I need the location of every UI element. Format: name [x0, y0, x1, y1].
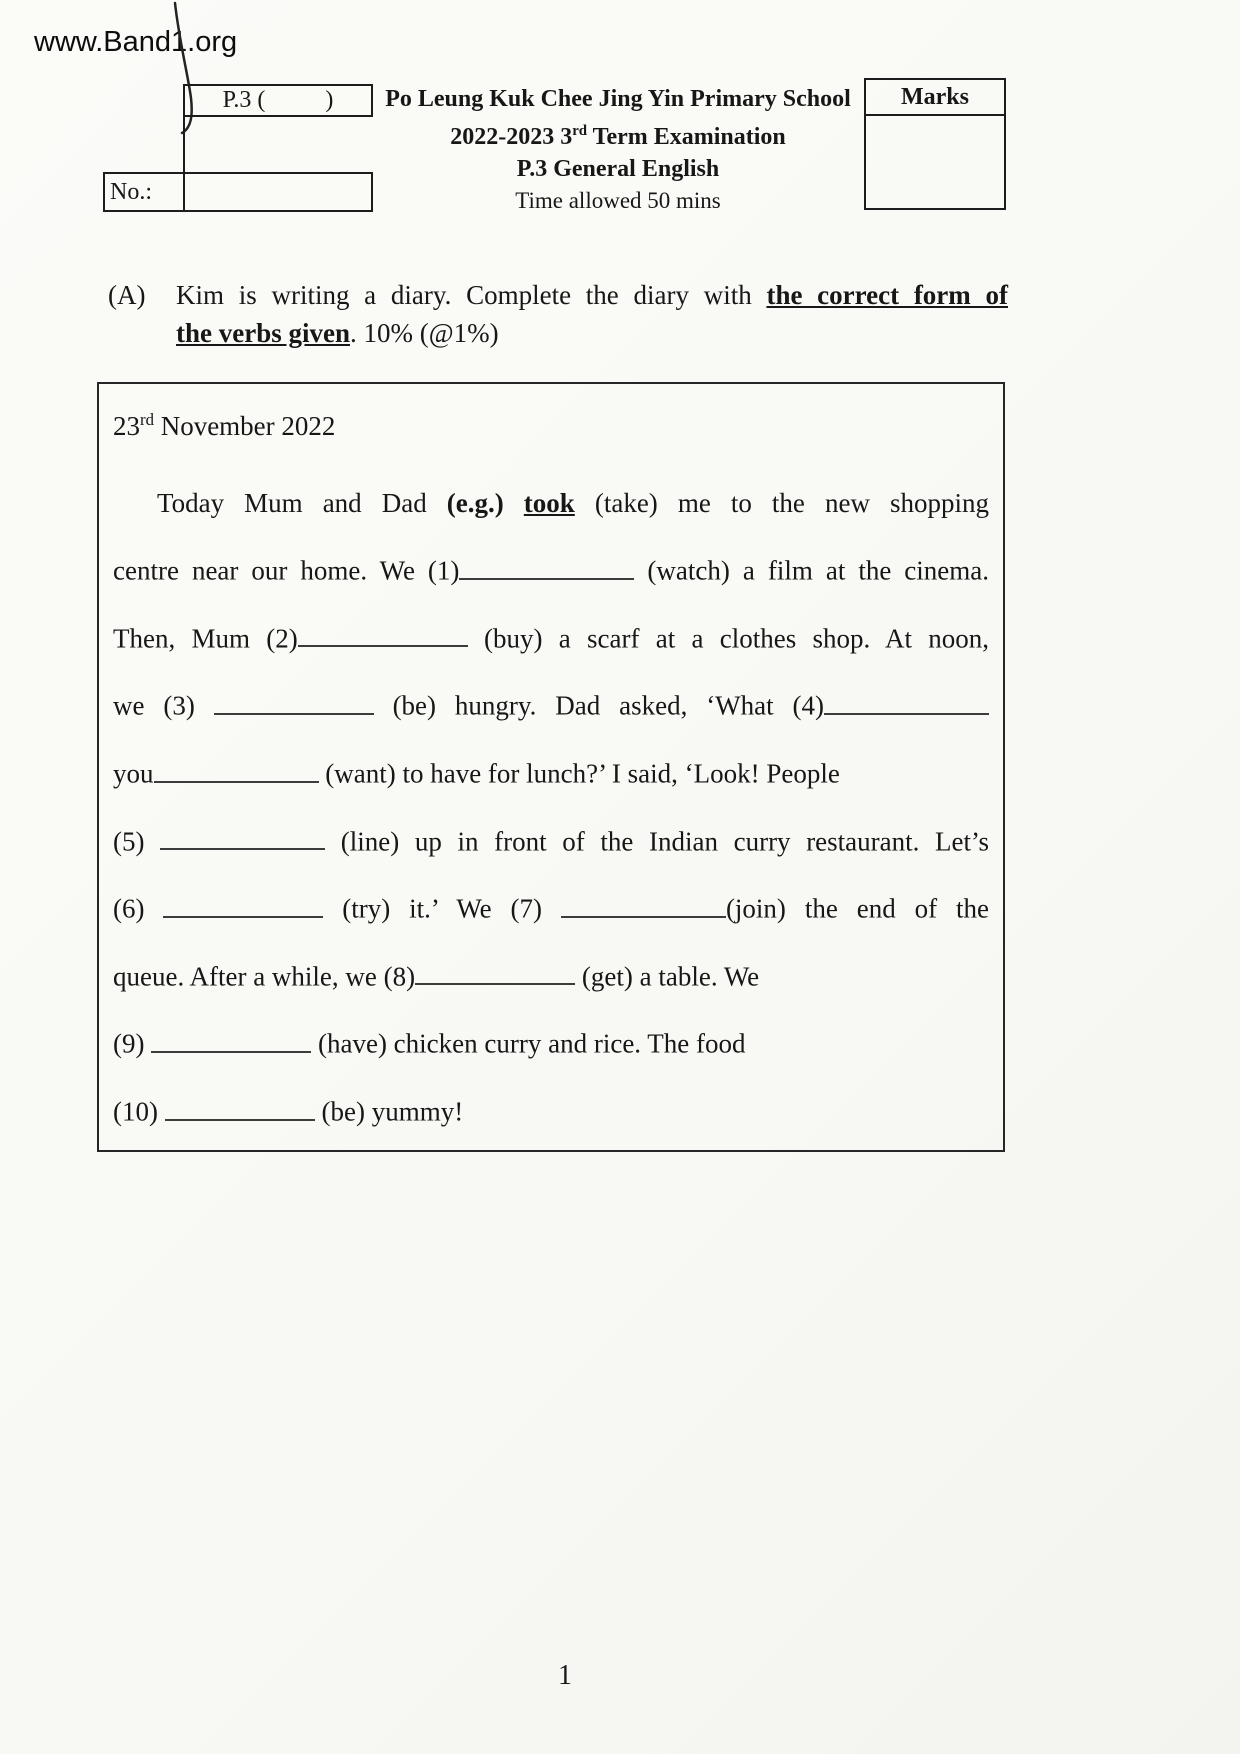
text-segment: took	[523, 488, 575, 518]
text-line	[113, 892, 989, 925]
text-segment: we (3)	[113, 690, 214, 721]
school-name: Po Leung Kuk Chee Jing Yin Primary School	[385, 86, 851, 112]
diary-date-superscript: rd	[140, 410, 154, 429]
exam-header	[372, 84, 864, 217]
section-a-instruction	[176, 276, 1008, 352]
section-a-label: (A)	[108, 280, 146, 310]
text-segment: (10)	[113, 1096, 165, 1127]
text-segment: (get) a table. We	[575, 961, 760, 992]
diary-date	[113, 404, 989, 442]
text-segment: (want) to have for lunch?’ I said, ‘Look! People	[318, 758, 840, 789]
exam-title-suffix: Term Examination	[587, 124, 786, 150]
text-segment: (be) hungry. Dad asked, ‘What (4)	[373, 690, 824, 721]
diary-text	[113, 488, 989, 1128]
diary-box	[97, 382, 1005, 1152]
text-segment: the correct form of	[766, 280, 1009, 310]
answer-blank[interactable]	[415, 960, 575, 986]
text-segment: Today Mum and Dad	[157, 488, 447, 518]
text-line	[113, 622, 989, 655]
answer-blank[interactable]	[154, 757, 319, 783]
section-a	[108, 276, 1008, 352]
answer-blank[interactable]	[824, 689, 989, 715]
text-line	[176, 276, 1008, 314]
table-divider-line	[183, 117, 185, 172]
answer-blank[interactable]	[163, 892, 323, 918]
answer-blank[interactable]	[459, 554, 634, 580]
exam-title-prefix: 2022-2023 3	[450, 124, 573, 150]
text-segment: (5)	[113, 826, 161, 857]
text-segment: (have) chicken curry and rice. The food	[311, 1029, 746, 1060]
text-segment: you	[113, 758, 154, 789]
diary-date-day: 23	[113, 411, 140, 441]
marks-box	[864, 78, 1006, 210]
watermark: www.Band1.org	[34, 26, 238, 58]
text-segment: (e.g.)	[446, 488, 524, 518]
page-number: 1	[558, 1660, 572, 1691]
exam-title-superscript: rd	[572, 123, 588, 139]
text-segment: centre near our home. We (1)	[113, 555, 460, 586]
text-line	[113, 757, 989, 790]
text-segment: . 10% (@1%)	[349, 318, 499, 348]
answer-blank[interactable]	[214, 689, 374, 715]
student-number-row	[103, 172, 373, 212]
answer-blank[interactable]	[160, 825, 325, 851]
text-line	[113, 554, 989, 587]
subject-title: P.3 General English	[516, 156, 720, 182]
no-entry-cell[interactable]	[185, 174, 371, 210]
text-line	[113, 1027, 989, 1060]
text-line	[176, 314, 1008, 352]
text-segment: (9)	[113, 1029, 152, 1060]
text-segment: (6)	[113, 893, 164, 924]
text-segment: (take) me to the new shopping	[574, 488, 989, 518]
exam-title	[372, 115, 864, 153]
text-segment: Then, Mum (2)	[113, 623, 298, 654]
text-segment: (line) up in front of the Indian curry restaurant. Let’s	[325, 826, 990, 857]
answer-blank[interactable]	[298, 622, 468, 648]
answer-blank[interactable]	[561, 892, 726, 918]
text-line	[113, 1095, 989, 1128]
text-line	[113, 825, 989, 858]
answer-blank[interactable]	[151, 1027, 311, 1053]
time-allowed: Time allowed 50 mins	[515, 188, 721, 213]
text-segment: (join) the end of the	[725, 893, 989, 924]
class-number-box[interactable]: P.3 ( )	[183, 84, 373, 117]
text-segment: Kim is writing a diary. Complete the diary with	[176, 280, 767, 310]
text-segment: (buy) a scarf at a clothes shop. At noon,	[467, 623, 990, 654]
text-segment: (be) yummy!	[314, 1096, 464, 1127]
text-segment: queue. After a while, we (8)	[113, 961, 416, 992]
no-label: No.:	[105, 174, 185, 210]
text-segment: (try) it.’ We (7)	[323, 893, 561, 924]
diary-date-rest: November 2022	[153, 411, 336, 441]
text-line	[113, 960, 989, 993]
answer-blank[interactable]	[165, 1095, 315, 1121]
pen-stroke-mark	[155, 0, 225, 145]
text-segment: (watch) a film at the cinema.	[634, 555, 990, 586]
marks-label: Marks	[866, 80, 1004, 116]
text-line	[113, 488, 989, 519]
marks-entry-area[interactable]	[866, 116, 1004, 210]
text-segment: the verbs given	[176, 318, 350, 348]
text-line	[113, 689, 989, 722]
